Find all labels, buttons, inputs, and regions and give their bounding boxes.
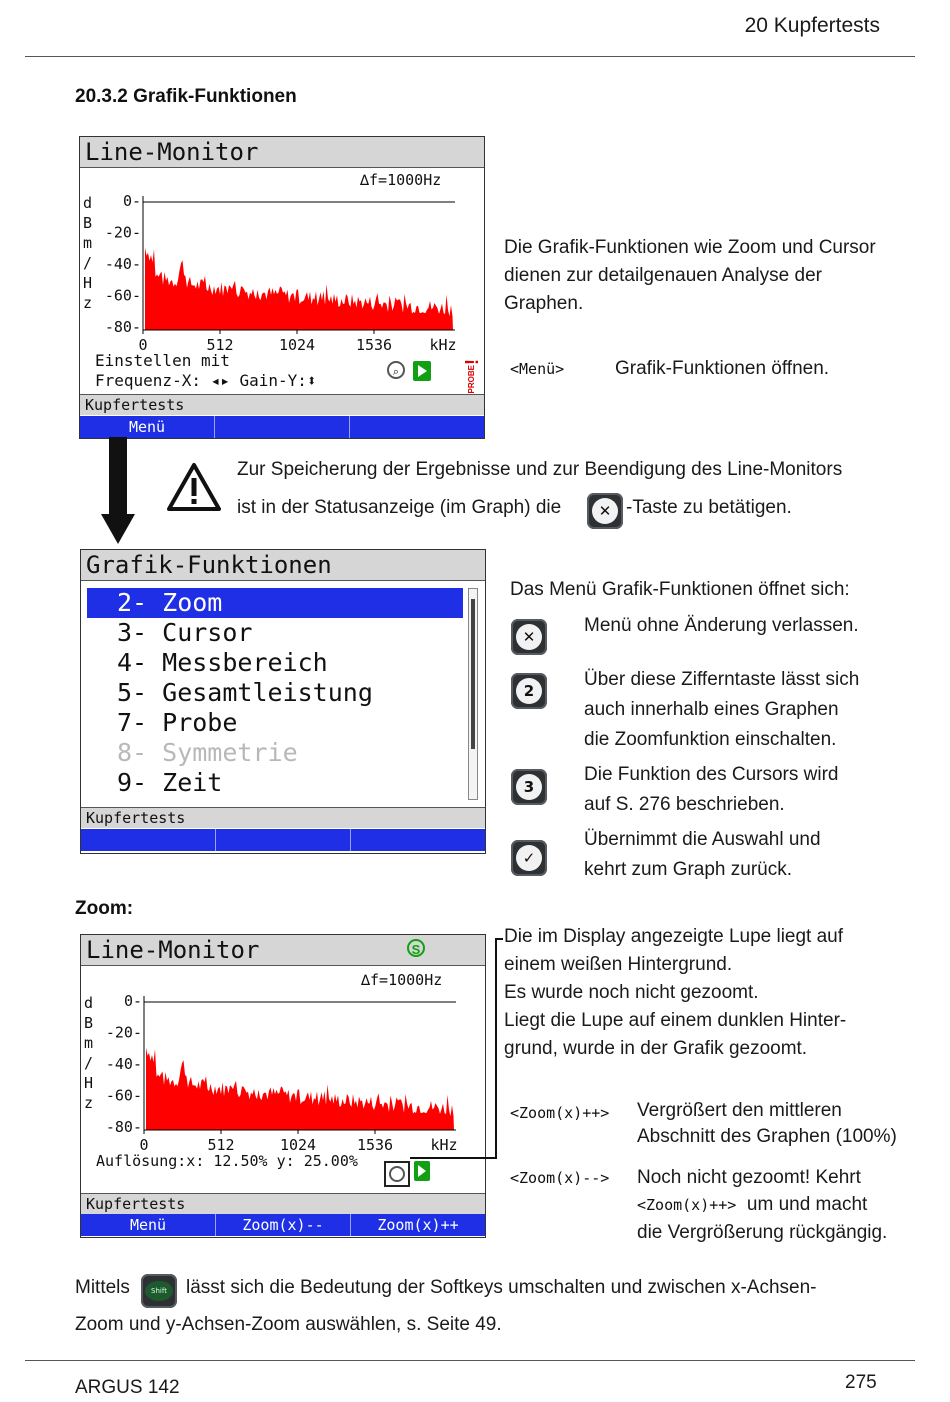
softkey-1[interactable] <box>81 829 216 851</box>
warning-line-1: Zur Speicherung der Ergebnisse und zur Beendigung des Line-Monitors <box>237 459 843 480</box>
y-tick-label: -20- <box>105 1023 142 1042</box>
zoom-paragraph: Die im Display angezeigte Lupe liegt auf einem weißen Hintergrund. Es wurde noch nicht gezoomt. Liegt die Lupe auf einem dunklen Hinter- grund, wurde in der Grafik gezoomt. <box>504 926 847 1059</box>
x-tick-label: 1536 <box>356 1136 394 1154</box>
screen-title: Grafik-Funktionen <box>81 550 485 581</box>
status-bar: Kupfertests <box>80 394 484 415</box>
menu-desc-3: Die Funktion des Cursors wird auf S. 276 beschrieben. <box>584 764 839 815</box>
intro-text: Die Grafik-Funktionen wie Zoom und Cursor dienen zur detailgenauen Analyse der Graphen. <box>504 237 876 314</box>
menu-item-messbereich[interactable]: 4- Messbereich <box>117 648 328 677</box>
softkey-bar <box>81 829 485 851</box>
x-tick-label: 1024 <box>278 336 316 354</box>
spectrum-plot <box>96 985 466 1155</box>
warning-line-2-start: ist in der Statusanzeige (im Graph) die <box>237 497 562 518</box>
warning-line-2-end: -Taste zu betätigen. <box>626 497 792 518</box>
x-tick-label: 1024 <box>279 1136 317 1154</box>
menu-key-label: <Menü> <box>510 360 565 378</box>
zoom-out-key-label: <Zoom(x)--> <box>510 1169 610 1187</box>
y-tick-label: -20- <box>104 223 141 242</box>
zoom-in-key-label: <Zoom(x)++> <box>510 1104 610 1122</box>
menu-item-probe[interactable]: 7- Probe <box>117 708 238 737</box>
x-unit-label: kHz <box>430 1136 458 1154</box>
menu-item-zoom[interactable]: 2- Zoom <box>87 588 463 618</box>
line-monitor-screen <box>79 136 485 439</box>
magnifier-icon <box>384 1161 410 1187</box>
y-tick-label: -80- <box>104 318 141 336</box>
chapter-header: 20 Kupfertests <box>744 14 880 37</box>
menu-scrollbar[interactable] <box>468 588 478 800</box>
menu-desc-x: Menü ohne Änderung verlassen. <box>584 615 859 636</box>
softkey-3[interactable] <box>351 829 485 851</box>
down-arrow <box>109 437 127 515</box>
zoom-in-desc: Vergrößert den mittleren Abschnitt des Graphen (100%) <box>637 1100 897 1147</box>
spectrum-area <box>145 247 453 330</box>
zoom-heading: Zoom: <box>75 898 134 919</box>
y-tick-label: 0- <box>123 992 142 1010</box>
check-key-icon: ✓ <box>511 840 547 876</box>
footer-page: 275 <box>845 1372 877 1393</box>
header-divider <box>25 56 915 57</box>
x-key-icon: ✕ <box>511 619 547 655</box>
shift-text-start: Mittels <box>75 1277 130 1298</box>
y-tick-label: 0- <box>122 192 141 210</box>
play-icon <box>414 1161 430 1181</box>
section-title: 20.3.2 Grafik-Funktionen <box>75 86 297 107</box>
resolution-label: Auflösung:x: 12.50% y: 25.00% <box>96 1152 358 1170</box>
down-arrow-head <box>101 514 135 544</box>
status-bar: Kupfertests <box>81 807 485 828</box>
menu-desc-intro: Das Menü Grafik-Funktionen öffnet sich: <box>510 579 850 600</box>
menu-item-gesamtleistung[interactable]: 5- Gesamtleistung <box>117 678 373 707</box>
softkey-zoom-out[interactable]: Zoom(x)-- <box>216 1214 351 1236</box>
y-tick-label: -40- <box>105 1055 142 1073</box>
hint-line-1: Einstellen mit <box>95 351 230 370</box>
callout-line-h <box>410 1157 497 1159</box>
x-key-icon: ✕ <box>587 493 623 529</box>
shift-text-end: lässt sich die Bedeutung der Softkeys umschalten und zwischen x-Achsen- <box>186 1277 817 1298</box>
play-icon <box>413 361 431 381</box>
grafik-funktionen-screen <box>80 549 486 854</box>
line-monitor-zoom-screen <box>80 934 486 1238</box>
menu-item-cursor[interactable]: 3- Cursor <box>117 618 253 647</box>
zoom-out-desc: Noch nicht gezoomt! Kehrt <Zoom(x)++> um und macht die Vergrößerung rückgängig. <box>637 1167 888 1243</box>
softkey-bar <box>81 1214 485 1236</box>
softkey-2[interactable] <box>216 829 351 851</box>
softkey-bar <box>80 416 484 438</box>
shift-text-line-2: Zoom und y-Achsen-Zoom auswählen, s. Seite 49. <box>75 1314 502 1335</box>
y-tick-label: -40- <box>104 255 141 273</box>
s-status-icon: S <box>407 939 425 957</box>
x-tick-label: 1536 <box>355 336 393 354</box>
x-tick-label: 0 <box>138 336 148 354</box>
status-bar: Kupfertests <box>81 1193 485 1214</box>
menu-item-symmetrie: 8- Symmetrie <box>117 738 298 767</box>
menu-item-zeit[interactable]: 9- Zeit <box>117 768 223 797</box>
shift-key-icon: Shift <box>141 1274 177 1308</box>
y-axis-label: d B m / H z <box>83 194 93 312</box>
spectrum-plot <box>95 185 465 355</box>
menu-key-desc: Grafik-Funktionen öffnen. <box>615 358 830 379</box>
spectrum-area <box>146 1047 454 1130</box>
menu-desc-2: Über diese Zifferntaste lässt sich auch innerhalb eines Graphen die Zoomfunktion einschalten. <box>584 669 860 750</box>
callout-line-tick <box>495 938 503 940</box>
footer-device: ARGUS 142 <box>75 1377 180 1398</box>
warning-icon <box>166 462 222 512</box>
menu-desc-check: Übernimmt die Auswahl und kehrt zum Graph zurück. <box>584 829 821 880</box>
softkey-menu[interactable]: Menü <box>81 1214 216 1236</box>
softkey-3[interactable] <box>350 416 484 438</box>
magnifier-icon: ⌕ <box>387 361 405 379</box>
screen-title: Line-Monitor <box>80 137 484 168</box>
x-tick-label: 512 <box>206 336 234 354</box>
y-tick-label: -80- <box>105 1118 142 1136</box>
probe-warning-icon: PROBE! <box>462 359 482 394</box>
screen-title: Line-Monitor <box>81 935 485 966</box>
delta-f-label: ∆f=1000Hz <box>361 971 443 989</box>
y-axis-label: d B m / H z <box>84 994 94 1112</box>
softkey-zoom-in[interactable]: Zoom(x)++ <box>377 1216 459 1234</box>
key-2-icon: 2 <box>511 673 547 709</box>
y-tick-label: -60- <box>105 1086 142 1105</box>
hint-line-2: Frequenz-X: ◂▸ Gain-Y:⬍ <box>95 371 317 390</box>
softkey-2[interactable] <box>215 416 350 438</box>
y-tick-label: -60- <box>104 286 141 305</box>
delta-f-label: ∆f=1000Hz <box>360 171 442 189</box>
x-unit-label: kHz <box>429 336 457 354</box>
x-tick-label: 0 <box>139 1136 149 1154</box>
x-tick-label: 512 <box>207 1136 235 1154</box>
softkey-menu[interactable]: Menü <box>80 416 215 438</box>
callout-line-v <box>495 938 497 1159</box>
key-3-icon: 3 <box>511 769 547 805</box>
footer-divider <box>25 1360 915 1361</box>
